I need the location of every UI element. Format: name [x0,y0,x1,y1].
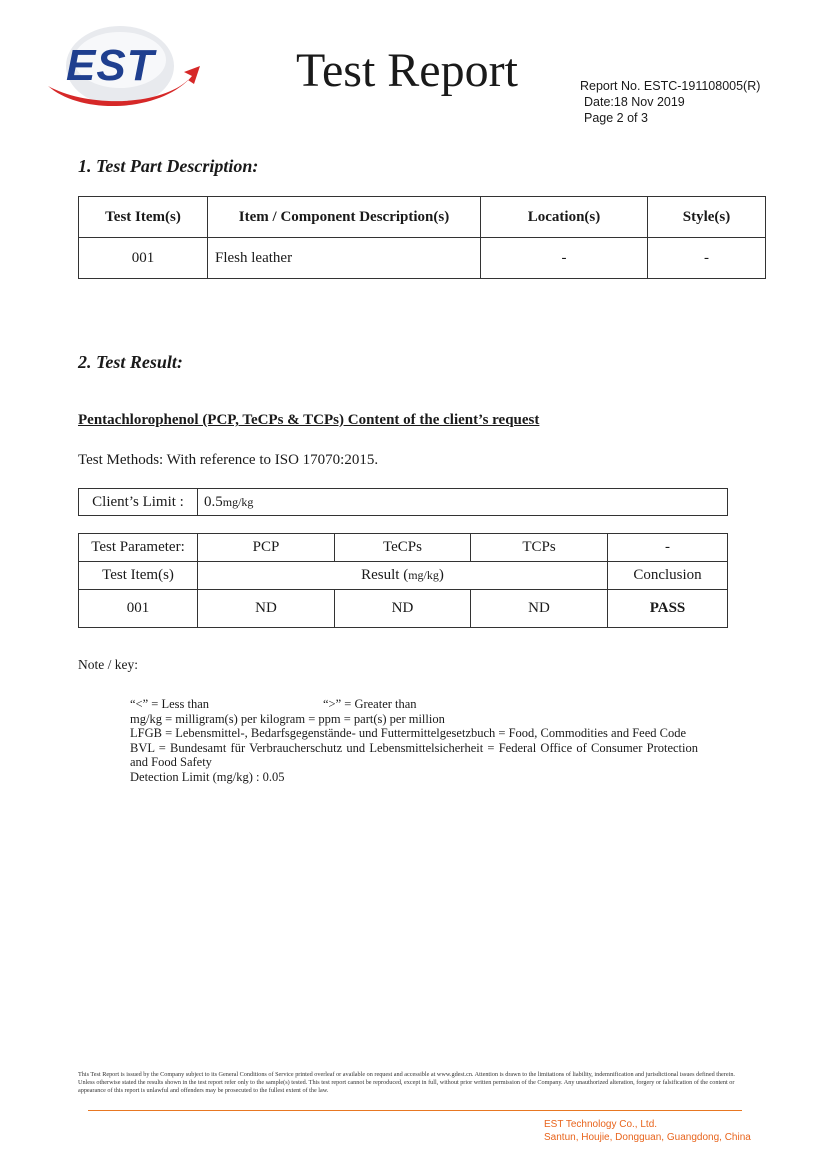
limit-unit: mg/kg [222,494,254,509]
note-line: mg/kg = milligram(s) per kilogram = ppm = part(s) per million [130,711,445,726]
table-cell: 001 [79,590,198,628]
table-cell: ND [198,590,335,628]
note-key-list [130,697,698,784]
table-cell: - [648,238,766,279]
result-label: Result ( [361,567,409,583]
param-cell: - [608,534,728,562]
table-cell: ND [335,590,471,628]
param-cell: TCPs [471,534,608,562]
col-header: Location(s) [481,197,648,238]
limit-value: 0.5 [204,493,223,510]
section1-heading: 1. Test Part Description: [78,156,259,176]
report-number: Report No. ESTC-191108005(R) [580,79,761,93]
col-header: Item / Component Description(s) [208,197,481,238]
param-cell: PCP [198,534,335,562]
table-cell: ND [471,590,608,628]
limit-label: Client’s Limit : [79,489,198,516]
note-label: Note / key: [78,657,138,672]
est-logo [42,20,202,112]
logo-text: EST [66,41,155,90]
page-number: Page 2 of 3 [584,111,648,125]
result-label-cell [198,562,608,590]
disclaimer: This Test Report is issued by the Company subject to its General Conditions of Service printed overleaf or available on request and accessible at www.gdest.cn. Attention is drawn to the limitations of liability, indemnification and jurisdictional issues defined therein. Unless otherwise stated the results shown in the test report refer only to the sample(s) tested. This test report cannot be reproduced, except in full, without prior written permission of the Company. Any unauthorized alteration, forgery or falsification of the content or appearance of this report is unlawful and offenders may be prosecuted to the fullest extent of the law. [78,1071,735,1094]
header-row [79,562,728,590]
table-row [79,238,766,279]
client-limit-table [78,488,728,516]
section2-heading: 2. Test Result: [78,352,183,372]
note-line: BVL = Bundesamt für Verbraucherschutz und Lebensmittelsicherheit = Federal Office of Consumer Protection and Food Safety [130,740,698,769]
param-row [79,534,728,562]
result-unit: mg/kg [408,568,439,582]
test-part-table [78,196,766,279]
page-title: Test Report [296,44,518,97]
param-label: Test Parameter: [79,534,198,562]
table-header-row [79,197,766,238]
note-line: LFGB = Lebensmittel-, Bedarfsgegenstände- und Futtermittelgesetzbuch = Food, Commodities and Feed Code [130,726,687,740]
test-method: Test Methods: With reference to ISO 17070:2015. [78,452,379,468]
note-line: Detection Limit (mg/kg) : 0.05 [130,769,285,784]
report-meta [580,78,760,126]
table-row [79,590,728,628]
col-header: Style(s) [648,197,766,238]
footer-address: Santun, Houjie, Dongguan, Guangdong, China [544,1132,751,1143]
note-less-than: “<” = Less than [130,697,210,711]
table-cell: Flesh leather [208,238,481,279]
result-subheading: Pentachlorophenol (PCP, TeCPs & TCPs) Content of the client’s request [78,412,540,428]
footer-company-block [544,1118,751,1144]
conclusion-cell: PASS [608,590,728,628]
limit-value-cell [198,489,728,516]
report-date: Date:18 Nov 2019 [584,95,685,109]
note-greater-than: “>” = Greater than [323,697,417,711]
footer-company: EST Technology Co., Ltd. [544,1119,658,1130]
note-line [130,697,698,712]
footer-rule [88,1110,742,1111]
table-cell: - [481,238,648,279]
conclusion-label: Conclusion [608,562,728,590]
table-cell: 001 [79,238,208,279]
result-label-close: ) [438,567,444,583]
col-header: Test Item(s) [79,197,208,238]
param-cell: TeCPs [335,534,471,562]
result-table [78,533,728,628]
item-label: Test Item(s) [79,562,198,590]
